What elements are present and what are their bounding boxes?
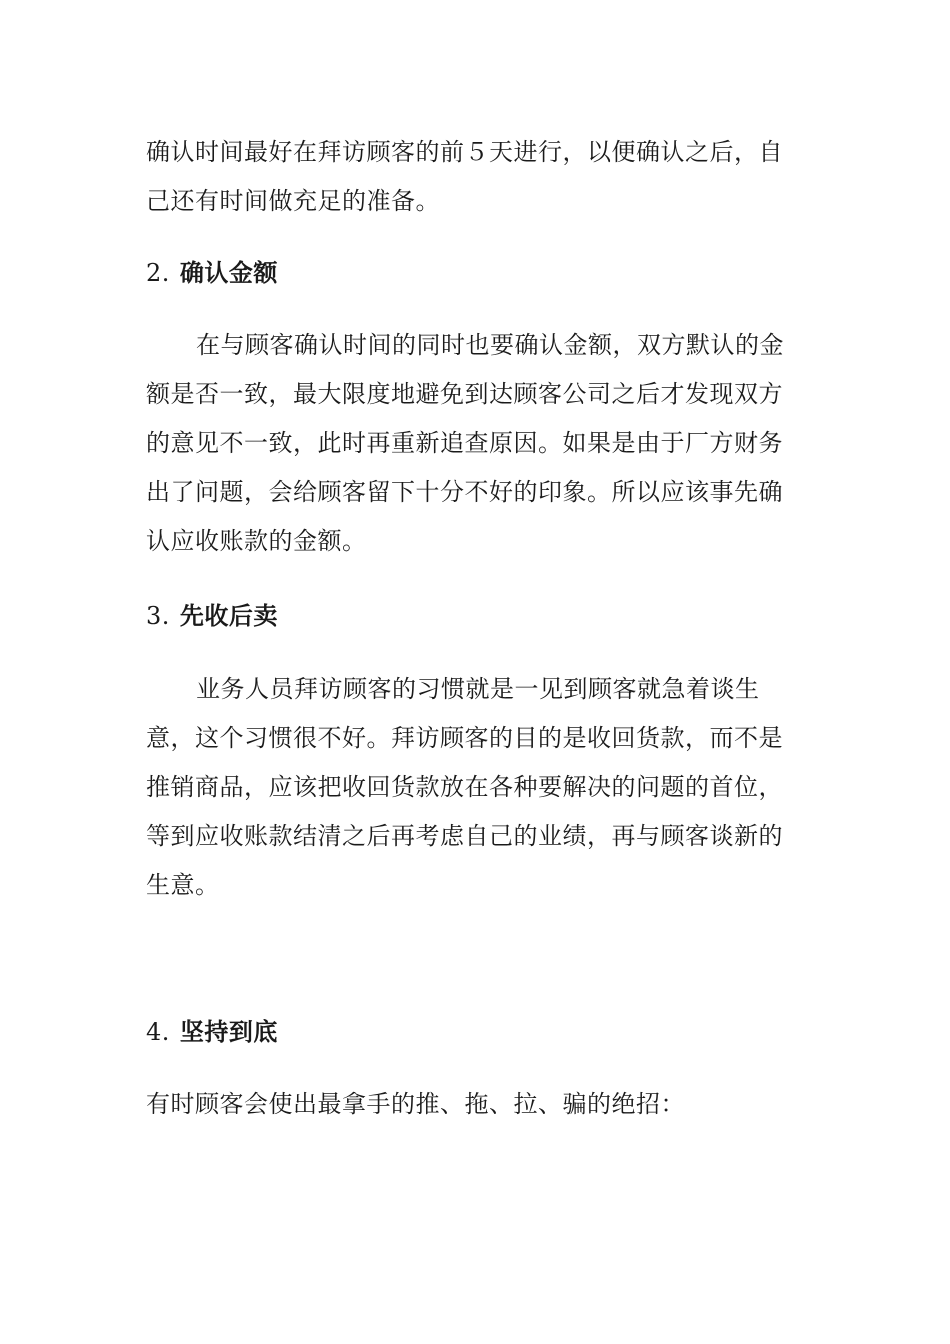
section-number: 4. (146, 1018, 170, 1046)
section-heading-3 (146, 592, 794, 641)
section-4-paragraph: 有时顾客会使出最拿手的推、拖、拉、骗的绝招： (146, 1090, 685, 1118)
section-title: 先收后卖 (179, 602, 278, 630)
section-title: 坚持到底 (179, 1018, 278, 1046)
intro-paragraph: 确认时间最好在拜访顾客的前５天进行，以便确认之后，自己还有时间做充足的准备。 (146, 138, 783, 215)
section-2-paragraph: 在与顾客确认时间的同时也要确认金额，双方默认的金额是否一致，最大限度地避免到达顾客公司之后才发现双方的意见不一致，此时再重新追查原因。如果是由于厂方财务出了问题，会给顾客留下十分不好的印象。所以应该事先确认应收账款的金额。 (146, 331, 784, 555)
section-title: 确认金额 (179, 259, 278, 287)
section-3-paragraph: 业务人员拜访顾客的习惯就是一见到顾客就急着谈生意，这个习惯很不好。拜访顾客的目的是收回货款，而不是推销商品，应该把收回货款放在各种要解决的问题的首位，等到应收账款结清之后再考虑自己的业绩，再与顾客谈新的生意。 (146, 675, 783, 899)
section-number: 3. (146, 602, 170, 630)
section-heading-2 (146, 249, 794, 298)
section-number: 2. (146, 259, 170, 287)
section-heading-4 (146, 1008, 794, 1057)
